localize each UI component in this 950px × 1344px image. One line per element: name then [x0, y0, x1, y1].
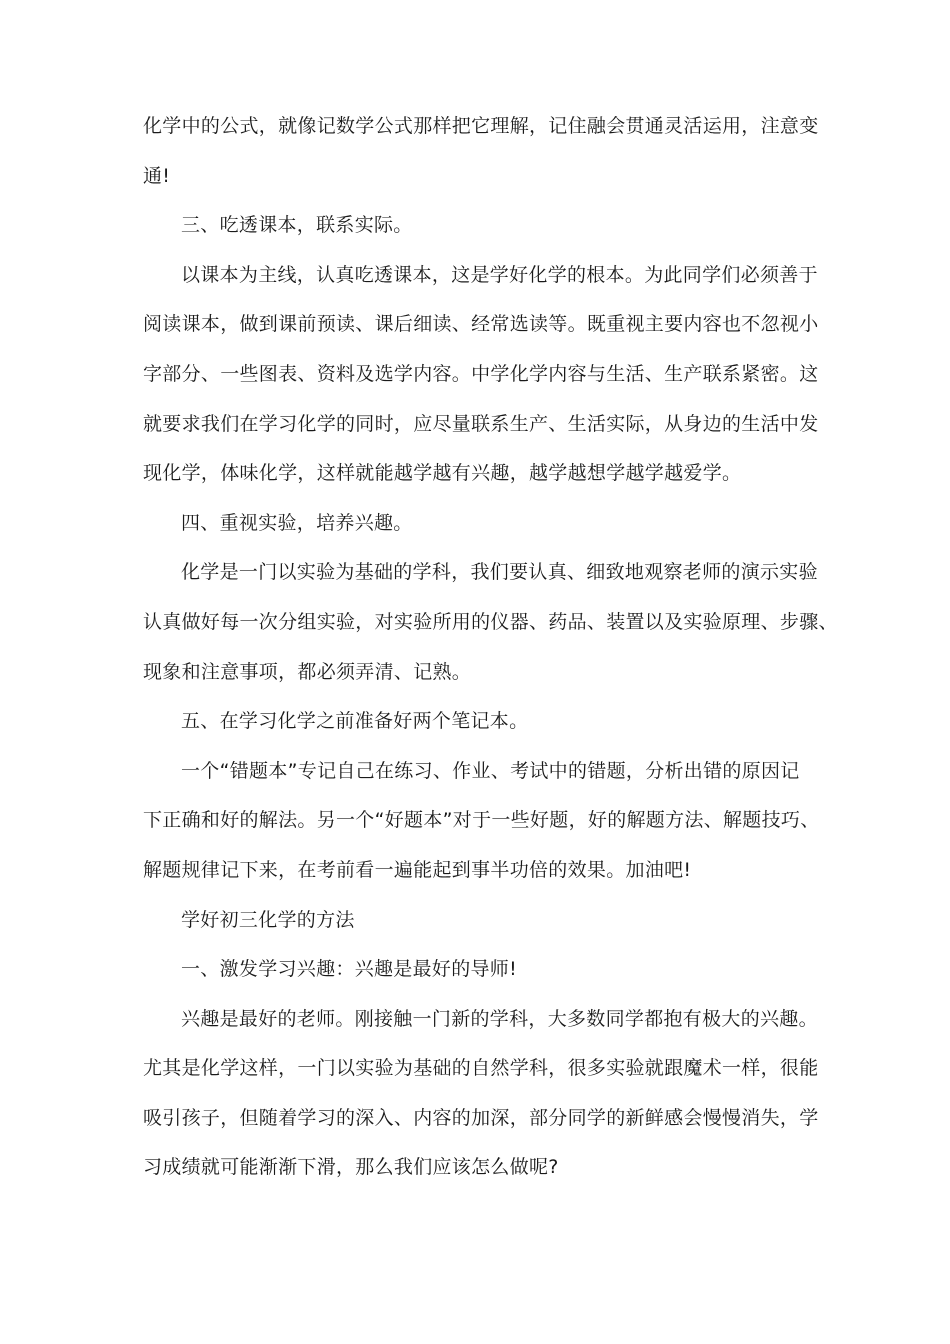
paragraph-line: 就要求我们在学习化学的同时，应尽量联系生产、生活实际，从身边的生活中发: [143, 412, 819, 435]
paragraph-line: 化学中的公式，就像记数学公式那样把它理解，记住融会贯通灵活运用，注意变: [143, 115, 819, 137]
paragraph-line: 以课本为主线，认真吃透课本，这是学好化学的根本。为此同学们必须善于: [181, 263, 818, 286]
paragraph-line: 字部分、一些图表、资料及选学内容。中学化学内容与生活、生产联系紧密。这: [143, 362, 819, 385]
section-heading: 一、激发学习兴趣：兴趣是最好的导师!: [181, 958, 518, 981]
document-body: [143, 102, 838, 1193]
paragraph-line: 吸引孩子，但随着学习的深入、内容的加深，部分同学的新鲜感会慢慢消失，学: [143, 1106, 819, 1129]
paragraph-line: 现象和注意事项，都必须弄清、记熟。: [143, 660, 472, 683]
paragraph-line: 习成绩就可能渐渐下滑，那么我们应该怎么做呢?: [143, 1156, 559, 1179]
paragraph-line: 通!: [143, 164, 171, 187]
paragraph-line: 阅读课本，做到课前预读、课后细读、经常选读等。既重视主要内容也不忽视小: [143, 313, 819, 336]
paragraph-line: 下正确和好的解法。另一个“好题本”对于一些好题，好的解题方法、解题技巧、: [143, 809, 820, 832]
section-heading: 三、吃透课本，联系实际。: [181, 214, 413, 237]
paragraph-line: 认真做好每一次分组实验，对实验所用的仪器、药品、装置以及实验原理、步骤、: [143, 610, 838, 633]
paragraph-line: 解题规律记下来，在考前看一遍能起到事半功倍的效果。加油吧!: [143, 858, 692, 881]
paragraph-line: 化学是一门以实验为基础的学科，我们要认真、细致地观察老师的演示实验: [181, 561, 818, 584]
paragraph-line: 兴趣是最好的老师。刚接触一门新的学科，大多数同学都抱有极大的兴趣。: [181, 1007, 818, 1030]
section-heading: 五、在学习化学之前准备好两个笔记本。: [181, 710, 529, 733]
article-subtitle: 学好初三化学的方法: [181, 908, 355, 931]
paragraph-line: 一个“错题本”专记自己在练习、作业、考试中的错题，分析出错的原因记: [181, 759, 800, 782]
paragraph-line: 尤其是化学这样，一门以实验为基础的自然学科，很多实验就跟魔术一样，很能: [143, 1057, 819, 1080]
paragraph-line: 现化学，体味化学，这样就能越学越有兴趣，越学越想学越学越爱学。: [143, 462, 742, 485]
section-heading: 四、重视实验，培养兴趣。: [181, 511, 413, 534]
